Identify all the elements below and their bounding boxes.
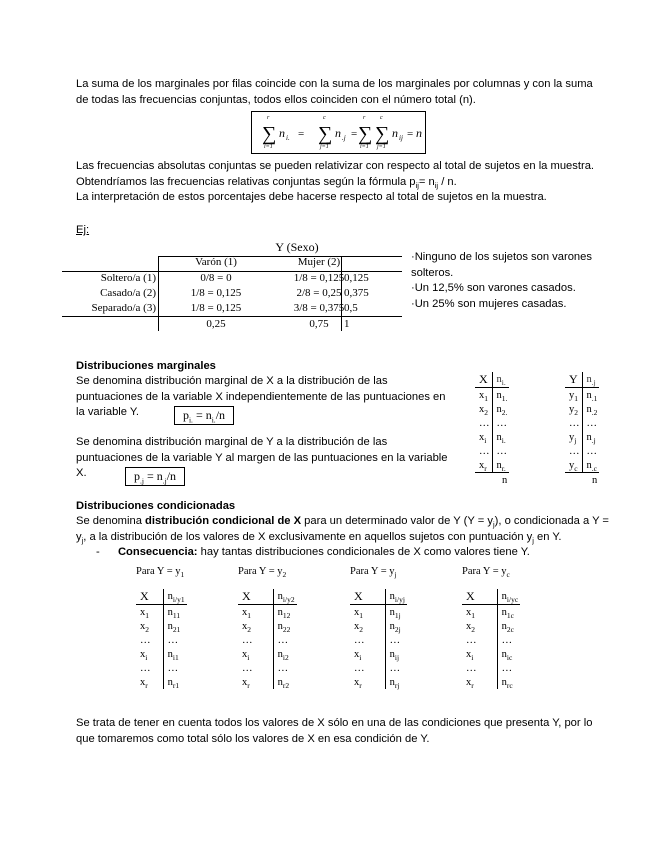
- consecuencia-bullet: - Consecuencia: hay tantas distribuciones condicionales de X como valores tiene Y.: [96, 546, 530, 558]
- n-dot-j: n: [335, 126, 341, 140]
- section-title-condicionadas: Distribuciones condicionadas: [76, 500, 236, 512]
- marginal-x-text: Se denomina distribución marginal de X a la distribución de las puntuaciones de la variable X independientemente de las puntuaciones en la variable Y.: [76, 375, 446, 418]
- row-label-soltero: Soltero/a (1): [100, 272, 156, 284]
- cond-title-1: Para $Y = y_1$: [136, 566, 185, 580]
- cond-title-4: Para $Y = y_c$: [462, 566, 510, 580]
- marginal-x-formula: $p_{i.} = n_{i.}/n$: [174, 406, 234, 425]
- note-1: ·Ninguno de los sujetos son varones solteros.: [411, 251, 592, 279]
- marg-casado: 0,375: [344, 287, 369, 299]
- mx-h1: X: [479, 372, 488, 386]
- n-i-dot: n: [279, 126, 285, 140]
- col-header-mujer: Mujer (2): [297, 256, 341, 268]
- sum1-bot: i=1: [264, 144, 273, 150]
- closing-paragraph: Se trata de tener en cuenta todos los valores de X sólo en una de las condiciones que presenta Y, por lo que tomaremos como total sólo los valores de X en esa condición de Y.: [76, 717, 593, 745]
- marginal-y-table: Y $n_{.j}$ $y_1$ $n_{.1}$ $y_2$ $n_{.2}$ … … $y_j$ $n_{.j}$ … … $y_c$ $n_{.c}$ n: [565, 372, 599, 487]
- cell-soltero-varon: 0/8 = 0: [200, 272, 232, 284]
- sigma-1: ∑: [262, 123, 277, 145]
- mx-h2: $n_{i.}$: [492, 372, 509, 388]
- sub-dot-j: .j: [342, 134, 346, 142]
- sigma-2: ∑: [318, 123, 333, 145]
- cond-title-3: Para $Y = y_j$: [350, 566, 397, 580]
- marginal-y-text: Se denomina distribución marginal de Y a la distribución de las puntuaciones de la variable Y al margen de las puntuaciones en la variable X.: [76, 436, 448, 479]
- marginal-y-formula: $p_{.j} = n_{.j}/n$: [125, 467, 185, 486]
- formula-box-sums: [251, 111, 426, 154]
- intro-paragraph-2: [76, 159, 596, 206]
- sum2-top: c: [323, 115, 326, 121]
- cell-casado-mujer: 2/8 = 0,25: [296, 287, 342, 299]
- condicional-definition: Se denomina distribución condicional de X para un determinado valor de Y $(Y = y_j)$, o condicionada a $Y = y_j$, a la distribución de los valores de X exclusivamente en aquellos sujetos con puntuación $y_j$ en Y.: [76, 515, 609, 545]
- intro-text-2: Las frecuencias absolutas conjuntas se pueden relativizar con respecto al total de sujetos en la muestra. Obtendríamos las frecuencias relativas conjuntas según la fórmula $p_{ij}= n_{ij} / n$.: [76, 160, 595, 190]
- sum4-top: c: [380, 115, 383, 121]
- y-sexo-header: Y (Sexo): [275, 240, 319, 254]
- example-label: Ej:: [76, 224, 90, 236]
- my-total: n: [582, 473, 599, 488]
- row-label-casado: Casado/a (2): [100, 287, 156, 299]
- eq-3: =: [407, 128, 414, 140]
- cond-table-4: Para $Y = y_c$ X $n_{i/yc}$ $x_1$ $n_{1c}$ $x_2$ $n_{2c}$ … … $x_i$ $n_{ic}$ … … $x_r$ $n_{rc}$: [462, 566, 519, 690]
- cell-casado-varon: 1/8 = 0,125: [190, 287, 242, 299]
- marginal-x-table: X $n_{i.}$ $x_1$ $n_{1.}$ $x_2$ $n_{2.}$ … … $x_i$ $n_{i.}$ … … $x_r$ $n_{r.}$ n: [475, 372, 509, 487]
- sigma-3: ∑: [358, 123, 373, 145]
- note-2: ·Un 12,5% son varones casados.: [411, 282, 576, 294]
- cond-table-3: Para $Y = y_j$ X $n_{i/yj}$ $x_1$ $n_{1j}$ $x_2$ $n_{2j}$ … … $x_i$ $n_{ij}$ … … $x_r$ $n_{rj}$: [350, 566, 405, 690]
- row-label-separado: Separado/a (3): [91, 302, 156, 314]
- sum1-top: r: [267, 115, 270, 121]
- cond-title-2: Para $Y = y_2$: [238, 566, 287, 580]
- cell-separado-varon: 1/8 = 0,125: [190, 302, 242, 314]
- section-title-marginales: Distribuciones marginales: [76, 360, 216, 372]
- sub-ij: ij: [399, 134, 403, 142]
- marg-soltero: 0,125: [344, 272, 369, 284]
- eq-2: =: [351, 128, 358, 140]
- intro-paragraph-1: [76, 77, 596, 108]
- marg-separado: 0,5: [344, 302, 358, 314]
- total-varon: 0,25: [206, 318, 226, 330]
- example-notes: [411, 250, 596, 312]
- total-all: 1: [344, 318, 350, 330]
- sum4-bot: j=1: [377, 144, 386, 150]
- mx-total: n: [492, 473, 509, 488]
- note-3: ·Un 25% son mujeres casadas.: [411, 297, 567, 310]
- intro-text-3: La interpretación de estos porcentajes debe hacerse respecto al total de sujetos en la muestra.: [76, 191, 547, 203]
- total-mujer: 0,75: [309, 318, 329, 330]
- cell-soltero-mujer: 1/8 = 0,125: [293, 272, 345, 284]
- col-header-varon: Varón (1): [195, 256, 237, 268]
- sub-i-dot: i.: [286, 134, 290, 142]
- sigma-4: ∑: [375, 123, 390, 145]
- cond-table-1: Para $Y = y_1$ X $n_{i/y1}$ $x_1$ $n_{11}$ $x_2$ $n_{21}$ … … $x_i$ $n_{i1}$ … … $x_r$ $n_{r1}$: [136, 566, 185, 690]
- sum3-top: r: [363, 115, 366, 121]
- sum2-bot: j=1: [320, 144, 329, 150]
- cond-table-2: Para $Y = y_2$ X $n_{i/y2}$ $x_1$ $n_{12}$ $x_2$ $n_{22}$ … … $x_i$ $n_{i2}$ … … $x_r$ $n_{r2}$: [238, 566, 295, 690]
- cell-separado-mujer: 3/8 = 0,375: [293, 302, 345, 314]
- eq-1: =: [298, 128, 305, 140]
- sum-formula-graphic: [252, 112, 425, 153]
- my-h2: $n_{.j}$: [582, 372, 599, 388]
- n-total: n: [416, 126, 422, 140]
- n-ij: n: [392, 126, 398, 140]
- sum3-bot: i=1: [360, 144, 369, 150]
- intro-text-1: La suma de los marginales por filas coincide con la suma de los marginales por columnas y con la suma de todas las frecuencias conjuntas, todos ellos coinciden con el número total (n).: [76, 78, 593, 106]
- my-h1: Y: [569, 372, 578, 386]
